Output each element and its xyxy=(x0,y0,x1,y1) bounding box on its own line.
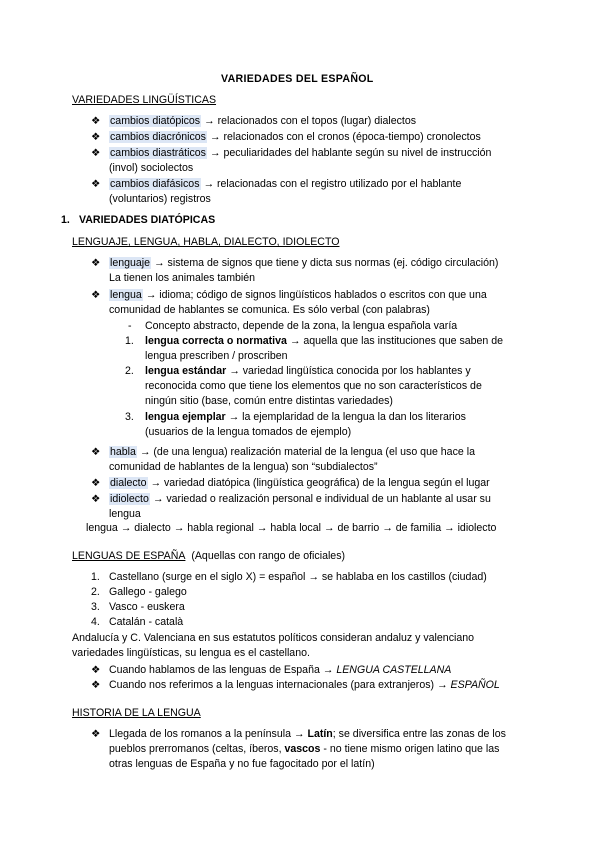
list-item: lenguaje → sistema de signos que tiene y dicta sus normas (ej. código circulación) xyxy=(110,257,499,269)
list-item: cambios diacrónicos → relacionados con el cronos (época-tiempo) cronolectos xyxy=(110,131,481,143)
list-item: idiolecto → variedad o realización personal e individual de un hablante al usar su xyxy=(110,493,491,505)
list-item: cambios diatópicos → relacionados con el topos (lugar) dialectos xyxy=(110,115,417,127)
dash-item: Concepto abstracto, depende de la zona, la lengua española varía xyxy=(145,320,458,332)
section-heading-espana: LENGUAS DE ESPAÑA (Aquellas con rango de oficiales) xyxy=(72,550,346,562)
list-item: Llegada de los romanos a la península → Latín; se diversifica entre las zonas de los xyxy=(109,728,506,740)
list-item: Cuando nos referimos a la lenguas internacionales (para extranjeros) → ESPAÑOL xyxy=(109,679,500,691)
bullet-icon: ❖ xyxy=(91,664,101,676)
list-item-continuation: reconocida como que tiene los elementos que no son característicos de xyxy=(145,380,482,392)
list-item-continuation: ningún sitio (base, común entre distintas variedades) xyxy=(145,395,393,407)
list-number: 3. xyxy=(91,601,100,613)
section-heading-diatopicas: VARIEDADES DIATÓPICAS xyxy=(79,214,216,226)
list-item-continuation: pueblos prerromanos (celtas, íberos, vascos - no tiene mismo origen latino que las xyxy=(109,743,500,755)
section-heading-variedades: VARIEDADES LINGÜÍSTICAS xyxy=(72,94,217,106)
list-item: lengua → idioma; código de signos lingüísticos hablados o escritos con que una xyxy=(110,289,487,301)
list-number: 3. xyxy=(125,411,134,423)
bullet-icon: ❖ xyxy=(91,257,101,269)
list-item: Gallego - galego xyxy=(109,586,187,598)
list-item-continuation: lengua prescriben / proscriben xyxy=(145,350,288,362)
list-item-continuation: (invol) sociolectos xyxy=(109,162,194,174)
list-number: 2. xyxy=(91,586,100,598)
list-item: dialecto → variedad diatópica (lingüística geográfica) de la lengua según el lugar xyxy=(110,477,490,489)
list-item: cambios diafásicos → relacionadas con el registro utilizado por el hablante xyxy=(110,178,462,190)
bullet-icon: ❖ xyxy=(91,728,101,740)
list-item: lengua correcta o normativa → aquella que las instituciones que saben de xyxy=(145,335,504,347)
bullet-icon: ❖ xyxy=(91,493,101,505)
list-item: Catalán - català xyxy=(109,616,184,628)
bullet-icon: ❖ xyxy=(91,477,101,489)
section-heading-historia: HISTORIA DE LA LENGUA xyxy=(72,707,201,719)
bullet-icon: ❖ xyxy=(91,289,101,301)
bullet-icon: ❖ xyxy=(91,679,101,691)
list-item: lengua estándar → variedad lingüística conocida por los hablantes y xyxy=(145,365,471,377)
list-number: 4. xyxy=(91,616,100,628)
chain-text: lengua → dialecto → habla regional → habla local → de barrio → de familia → idiolecto xyxy=(86,522,497,534)
list-number: 2. xyxy=(125,365,134,377)
list-item-continuation: (usuarios de la lengua tomados de ejemplo) xyxy=(145,426,352,438)
list-number: 1. xyxy=(125,335,134,347)
subheading-lenguaje: LENGUAJE, LENGUA, HABLA, DIALECTO, IDIOLECTO xyxy=(72,236,340,248)
list-item: Vasco - euskera xyxy=(109,601,185,613)
list-item-continuation: comunidad de hablantes se comunica. Es sólo verbal (con palabras) xyxy=(109,304,430,316)
section-number: 1. xyxy=(61,214,70,226)
bullet-icon: ❖ xyxy=(91,446,101,458)
list-item-continuation: La tienen los animales también xyxy=(109,272,256,284)
paragraph-line: variedades lingüísticas, su lengua es el castellano. xyxy=(72,647,310,659)
list-item-continuation: comunidad de hablantes de la lengua) son “subdialectos” xyxy=(109,461,378,473)
list-item-continuation: otras lenguas de España y no fue fagocitado por el latín) xyxy=(109,758,375,770)
document-title: VARIEDADES DEL ESPAÑOL xyxy=(221,73,374,85)
bullet-icon: ❖ xyxy=(91,178,101,190)
dash-marker: - xyxy=(128,320,132,332)
bullet-icon: ❖ xyxy=(91,115,101,127)
list-item: cambios diastráticos → peculiaridades del hablante según su nivel de instrucción xyxy=(110,147,492,159)
list-number: 1. xyxy=(91,571,100,583)
paragraph-line: Andalucía y C. Valenciana en sus estatutos políticos consideran andaluz y valenciano xyxy=(72,632,475,644)
list-item-continuation: (voluntarios) registros xyxy=(109,193,211,205)
list-item: habla → (de una lengua) realización material de la lengua (el uso que hace la xyxy=(110,446,475,458)
bullet-icon: ❖ xyxy=(91,131,101,143)
list-item: Castellano (surge en el siglo X) = español → se hablaba en los castillos (ciudad) xyxy=(109,571,487,583)
list-item: Cuando hablamos de las lenguas de España → LENGUA CASTELLANA xyxy=(109,664,452,676)
list-item-continuation: lengua xyxy=(109,508,141,520)
bullet-icon: ❖ xyxy=(91,147,101,159)
list-item: lengua ejemplar → la ejemplaridad de la lengua la dan los literarios xyxy=(145,411,466,423)
